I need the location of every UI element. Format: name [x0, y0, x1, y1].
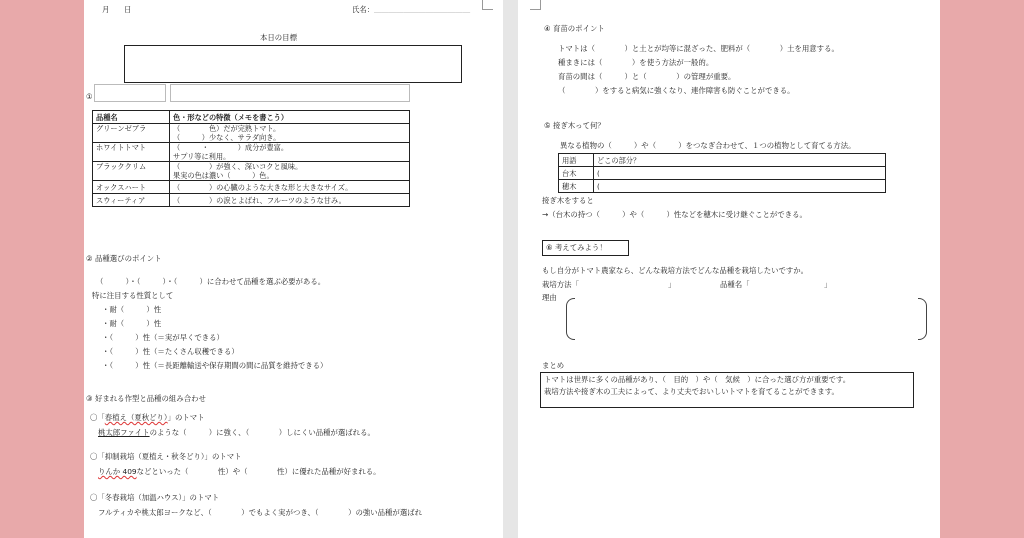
sec2-line1: （ ）・（ ）・（ ）に合わせて品種を選ぶ必要がある。	[96, 277, 326, 286]
variety-name: オックスハート	[93, 181, 170, 194]
header-name-label: 氏名：	[352, 5, 375, 14]
sec4-title: 育苗のポイント	[553, 24, 605, 33]
variety-feature: （ ）の涙とよばれ、フルーツのような甘み。	[170, 194, 410, 207]
sec6-method-close: 」	[668, 280, 676, 289]
graft-table	[558, 153, 886, 193]
variety-feature: （ ・ ）成分が豊富。	[173, 143, 289, 152]
sec3-item1-text: のような（ ）に強く、（ ）しにくい品種が選ばれる。	[149, 428, 375, 437]
variety-name: グリーンゼブラ	[93, 124, 170, 143]
sec3-heading	[86, 394, 206, 403]
sec6-reason-label: 理由	[542, 293, 557, 302]
graft-term: 台木	[559, 167, 594, 180]
sec4-line: 種まきには（ ）を使う方法が一般的。	[558, 58, 714, 67]
sec6-variety-label: 品種名「	[720, 280, 750, 289]
variety-name: ブラッククリム	[93, 162, 170, 181]
table-row	[93, 143, 410, 162]
page-corner-mark	[482, 0, 493, 10]
sec4-number: ④	[544, 24, 551, 33]
page-corner-mark	[530, 0, 541, 10]
sec3-item3-body: フルティカや桃太郎ヨークなど、（ ）でもよく実がつき、（ ）の強い品種が選ばれ	[98, 508, 422, 517]
sec1-number: ①	[86, 92, 93, 101]
sec3-item2-variety: りんか 409	[98, 467, 137, 476]
sec3-item1-title-post: 」のトマト	[167, 413, 205, 422]
right-page	[518, 0, 940, 538]
sec3-item3-title: 〇「冬春栽培（加温ハウス）」のトマト	[90, 493, 220, 502]
header-day: 日	[124, 5, 132, 14]
sec3-title: 好まれる作型と品種の組み合わせ	[95, 394, 206, 403]
variety-name: スウィーティア	[93, 194, 170, 207]
summary-line1: トマトは世界に多くの品種があり、（ 目的 ）や（ 気候 ）に合った選び方が重要です。	[544, 375, 851, 384]
goal-title: 本日の目標	[260, 33, 297, 42]
variety-feature: サプリ等に利用。	[173, 152, 231, 161]
goal-box[interactable]	[124, 45, 462, 83]
graft-term: 穂木	[559, 180, 594, 193]
graft-part[interactable]: (	[594, 180, 886, 193]
sec3-item1-title	[90, 413, 205, 422]
sec1-field-b[interactable]	[170, 84, 410, 102]
sec3-item1-title-wavy: 春植え（夏秋どり）	[104, 413, 168, 422]
reason-answer-area[interactable]	[578, 300, 916, 338]
sec2-title: 品種選びのポイント	[95, 254, 162, 263]
header-month: 月	[102, 5, 110, 14]
variety-name: ホワイトトマト	[93, 143, 170, 162]
table-row	[93, 162, 410, 181]
summary-line2: 栽培方法や接ぎ木の工夫によって、より丈夫でおいしいトマトを育てることができます。	[544, 387, 839, 397]
sec5-note2: →（台木の持つ（ ）や（ ）性などを穂木に受け継ぐことができる。	[542, 210, 807, 219]
sec5-heading	[544, 121, 605, 130]
sec3-item1-body	[98, 428, 375, 437]
reason-bracket-left	[566, 298, 575, 340]
sec2-item: ・耐（ ）性	[102, 319, 162, 328]
sec2-item: ・（ ）性（＝実が早くできる）	[102, 333, 224, 342]
sec5-note1: 接ぎ木をすると	[542, 196, 594, 205]
sec3-item1-title-pre: 〇「	[90, 413, 105, 422]
sec6-label: ⑥ 考えてみよう！	[546, 243, 607, 252]
reason-bracket-right	[918, 298, 927, 340]
table-row	[559, 180, 886, 193]
sec3-item2-text: などといった（ 性）や（ 性）に優れた品種が好まれる。	[136, 467, 381, 476]
sec4-line: トマトは（ ）と土とが均等に混ざった、肥料が（ ）土を用意する。	[558, 44, 839, 53]
sec6-variety-close: 」	[824, 280, 832, 289]
sec2-item: ・（ ）性（＝たくさん収穫できる）	[102, 347, 239, 356]
variety-table-header-feature: 色・形などの特徴（メモを書こう）	[170, 111, 410, 124]
sec2-number: ②	[86, 254, 93, 263]
table-row	[93, 124, 410, 143]
sec2-line2: 特に注目する性質として	[92, 291, 174, 300]
graft-table-header-part: どこの部分？	[594, 154, 886, 167]
variety-feature: （ ）の心臓のような大きな形と大きなサイズ。	[170, 181, 410, 194]
table-row	[93, 181, 410, 194]
sec3-item1-variety: 桃太郎ファイト	[98, 428, 150, 437]
table-row	[559, 167, 886, 180]
variety-table	[92, 110, 410, 207]
graft-table-header-term: 用語	[559, 154, 594, 167]
table-row	[93, 194, 410, 207]
sec2-item: ・（ ）性（＝長距離輸送や保存期間の間に品質を維持できる）	[102, 361, 328, 370]
variety-feature: 果実の色は濃い（ ）色。	[173, 171, 274, 180]
variety-feature: （ 色）だが完熟トマト。	[173, 124, 281, 133]
sec3-item2-title: 〇「抑制栽培（夏植え・秋冬どり）」のトマト	[90, 452, 242, 461]
variety-feature: （ ）が強く、深いコクと風味。	[173, 162, 303, 171]
sec5-title: 接ぎ木って何？	[553, 121, 605, 130]
sec5-number: ⑤	[544, 121, 551, 130]
sec4-line: 育苗の間は（ ）と（ ）の管理が重要。	[558, 72, 736, 81]
sec2-item: ・耐（ ）性	[102, 305, 162, 314]
variety-feature: （ ）少なく、サラダ向き。	[173, 133, 281, 142]
sec2-heading	[86, 254, 162, 263]
sec6-question: もし自分がトマト農家なら、どんな栽培方法でどんな品種を栽培したいですか。	[542, 266, 809, 275]
sec3-number: ③	[86, 394, 93, 403]
sec6-method-label: 栽培方法「	[542, 280, 579, 289]
sec4-line: （ ）をすると病気に強くなり、連作障害も防ぐことができる。	[558, 86, 795, 95]
sec6-label-box	[542, 240, 629, 256]
sec4-heading	[544, 24, 605, 33]
left-page	[84, 0, 503, 538]
summary-box	[540, 372, 914, 408]
sec5-intro: 異なる植物の（ ）や（ ）をつなぎ合わせて、１つの植物として育てる方法。	[560, 141, 856, 150]
summary-label: まとめ	[542, 361, 565, 370]
variety-table-header-name: 品種名	[93, 111, 170, 124]
sec3-item2-body	[98, 467, 381, 476]
sec1-field-a[interactable]	[94, 84, 166, 102]
header-name-line[interactable]: ＿＿＿＿＿＿＿＿＿＿＿＿＿	[374, 5, 471, 14]
graft-part[interactable]: (	[594, 167, 886, 180]
